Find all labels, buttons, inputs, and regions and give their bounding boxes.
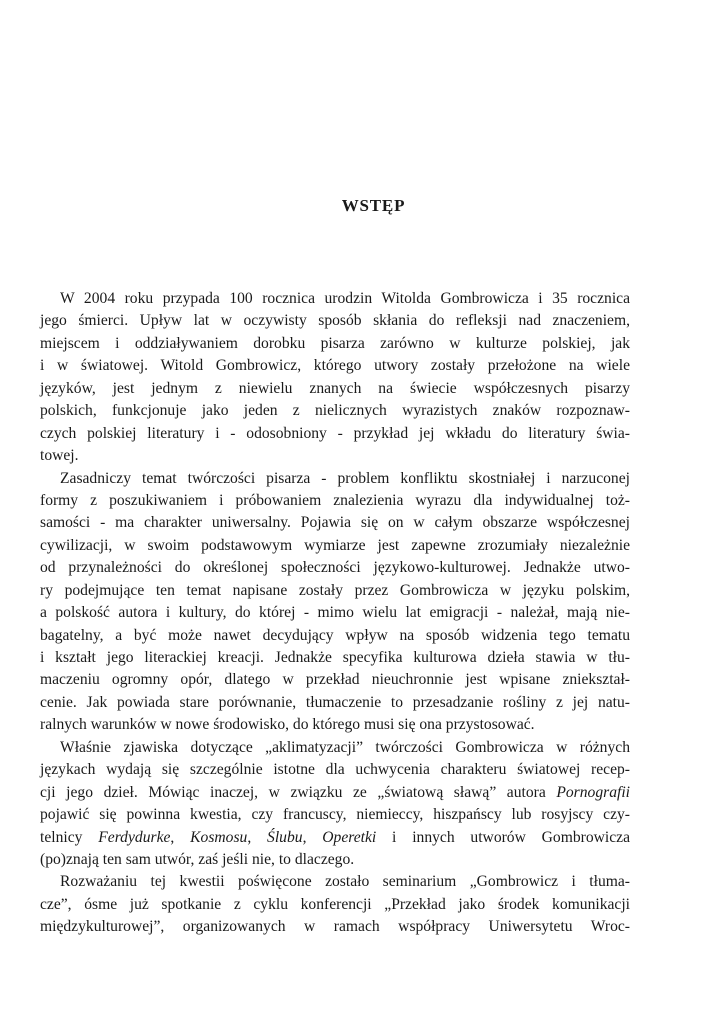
text-line: i kształt jego literackiej kreacji. Jednakże specyfika kulturowa dzieła stawia w tłu- <box>40 649 630 666</box>
book-title: Pornografii <box>556 783 630 801</box>
body-text <box>40 288 630 939</box>
text-line: Właśnie zjawiska dotyczące „aklimatyzacji” twórczości Gombrowicza w różnych <box>60 738 630 756</box>
book-title: Operetki <box>322 828 377 846</box>
text-line: towej. <box>40 447 79 465</box>
text-line: jego śmierci. Upływ lat w oczywisty sposób skłania do refleksji nad znaczeniem, <box>40 312 630 330</box>
text-line: międzykulturowej”, organizowanych w ramach współpracy Uniwersytetu Wroc- <box>40 918 630 936</box>
text-line: maczeniu ogromny opór, dlatego w przekład nieuchronnie jest wpisane zniekształ- <box>40 671 630 689</box>
text-line: językach wydają się szczególnie istotne dla uchwycenia charakteru światowej recep- <box>40 761 630 779</box>
text-line: ry podejmujące ten temat napisane zostały przez Gombrowicza w języku polskim, <box>40 581 630 599</box>
text-line: (po)znają ten sam utwór, zaś jeśli nie, to dlaczego. <box>40 850 355 868</box>
text-line: pojawić się powinna kwestia, czy francuscy, niemieccy, hiszpańscy lub rosyjscy czy- <box>40 806 630 824</box>
text-line: od przynależności do określonej społeczności językowo-kulturowej. Jednakże utwo- <box>40 559 630 577</box>
text-line: telnicy Ferdydurke, Kosmosu, Ślubu, Operetki i innych utworów Gombrowicza <box>40 828 631 846</box>
text-line: Rozważaniu tej kwestii poświęcone zostało seminarium „Gombrowicz i tłuma- <box>60 873 630 891</box>
text-line: cywilizacji, w swoim podstawowym wymiarze jest zapewne zrozumiały niezależnie <box>40 536 630 554</box>
text-line: cze”, ósme już spotkanie z cyklu konferencji „Przekład jako środek komunikacji <box>40 895 630 913</box>
text-line: cji jego dzieł. Mówiąc inaczej, w związku ze „światową sławą” autora Pornografii <box>40 783 630 801</box>
text-line: i w światowej. Witold Gombrowicz, którego utwory zostały przełożone na wiele <box>40 357 630 375</box>
text-line: samości - ma charakter uniwersalny. Pojawia się on w całym obszarze współczesnej <box>40 514 630 532</box>
text-line: bagatelny, a być może nawet decydujący wpływ na sposób widzenia tego tematu <box>40 626 630 644</box>
text-line: formy z poszukiwaniem i próbowaniem znalezienia wyrazu dla indywidualnej toż- <box>40 491 630 509</box>
book-title: Ślubu <box>267 828 303 846</box>
text-line: miejscem i oddziaływaniem dorobku pisarza zarówno w kulturze polskiej, jak <box>40 334 630 352</box>
text-line: polskich, funkcjonuje jako jeden z nielicznych wyrazistych znaków rozpoznaw- <box>40 402 630 420</box>
chapter-heading: WSTĘP <box>341 196 406 215</box>
book-title: Ferdydurke <box>98 828 171 846</box>
text-line: czych polskiej literatury i - odosobniony - przykład jej wkładu do literatury świa- <box>40 424 630 442</box>
text-line: języków, jest jednym z niewielu znanych na świecie współczesnych pisarzy <box>40 379 630 397</box>
text-line: ralnych warunków w nowe środowisko, do którego musi się ona przystosować. <box>40 716 535 734</box>
text-line: Zasadniczy temat twórczości pisarza - problem konfliktu skostniałej i narzuconej <box>60 469 630 487</box>
text-line: cenie. Jak powiada stare porównanie, tłumaczenie to przesadzanie rośliny z jej natu- <box>40 693 630 711</box>
text-line: W 2004 roku przypada 100 rocznica urodzin Witolda Gombrowicza i 35 rocznica <box>60 290 630 307</box>
book-title: Kosmosu <box>190 828 248 846</box>
text-line: a polskość autora i kultury, do której - mimo wielu lat emigracji - należał, mają nie- <box>40 604 630 622</box>
